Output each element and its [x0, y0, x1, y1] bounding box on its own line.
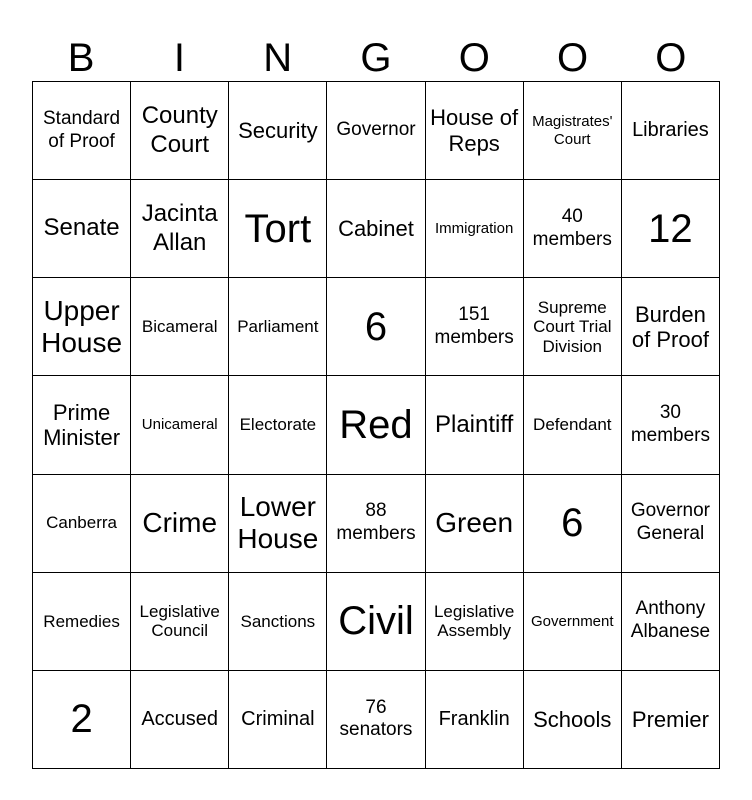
cell-text: Red	[339, 402, 413, 447]
cell-text: Crime	[142, 507, 218, 539]
bingo-cell[interactable]	[622, 671, 720, 769]
cell-text: Parliament	[237, 317, 319, 337]
bingo-cell[interactable]	[622, 376, 720, 474]
bingo-cell[interactable]	[327, 82, 425, 180]
cell-text: Governor General	[630, 500, 711, 545]
bingo-cell[interactable]	[426, 82, 524, 180]
cell-text: Burden of Proof	[631, 301, 709, 352]
cell-text: Legislative Assembly	[433, 601, 515, 641]
bingo-cell[interactable]	[229, 278, 327, 376]
cell-text: Schools	[533, 706, 612, 732]
bingo-cell[interactable]	[622, 278, 720, 376]
header-letter-o-3: O	[655, 36, 687, 80]
bingo-cell[interactable]	[524, 278, 622, 376]
bingo-board	[32, 81, 720, 769]
header-letter-o-2: O	[557, 36, 589, 80]
cell-text: Upper House	[41, 294, 123, 358]
bingo-cell[interactable]	[524, 573, 622, 671]
cell-text: Civil	[338, 599, 414, 644]
cell-text: Senate	[43, 214, 120, 242]
bingo-cell[interactable]	[426, 376, 524, 474]
bingo-cell[interactable]	[524, 671, 622, 769]
bingo-cell[interactable]	[426, 180, 524, 278]
bingo-cell[interactable]	[131, 475, 229, 573]
bingo-cell[interactable]	[426, 573, 524, 671]
cell-text: Immigration	[434, 220, 514, 238]
bingo-cell[interactable]	[229, 475, 327, 573]
bingo-cell[interactable]	[131, 82, 229, 180]
cell-text: Plaintiff	[434, 410, 514, 438]
cell-text: Green	[435, 507, 514, 539]
cell-text: 6	[561, 501, 584, 546]
bingo-cell[interactable]	[327, 278, 425, 376]
bingo-cell[interactable]	[622, 573, 720, 671]
bingo-cell[interactable]	[524, 475, 622, 573]
cell-text: Lower House	[237, 490, 319, 555]
cell-text: Criminal	[241, 707, 315, 730]
bingo-cell[interactable]	[426, 475, 524, 573]
cell-text: 12	[648, 206, 693, 251]
bingo-cell[interactable]	[426, 671, 524, 769]
bingo-header	[32, 36, 720, 80]
bingo-cell[interactable]	[426, 278, 524, 376]
cell-text: Premier	[631, 706, 709, 732]
cell-text: Libraries	[632, 119, 709, 142]
cell-text: Tort	[244, 206, 312, 251]
bingo-cell[interactable]	[229, 82, 327, 180]
header-letter-i: I	[173, 36, 185, 80]
bingo-cell[interactable]	[33, 671, 131, 769]
cell-text: Accused	[141, 707, 219, 730]
bingo-cell[interactable]	[229, 180, 327, 278]
bingo-cell[interactable]	[131, 671, 229, 769]
header-letter-o: O	[458, 36, 490, 80]
cell-text: 30 members	[630, 402, 711, 446]
cell-text: Security	[238, 117, 318, 143]
bingo-cell[interactable]	[33, 376, 131, 474]
bingo-cell[interactable]	[33, 278, 131, 376]
cell-text: Jacinta Allan	[141, 199, 218, 256]
cell-text: Unicameral	[141, 416, 218, 434]
bingo-cell[interactable]	[327, 573, 425, 671]
cell-text: Government	[531, 612, 614, 630]
cell-text: 76 senators	[339, 696, 413, 741]
cell-text: Legislative Council	[139, 601, 220, 641]
bingo-cell[interactable]	[524, 82, 622, 180]
bingo-cell[interactable]	[131, 573, 229, 671]
bingo-cell[interactable]	[131, 278, 229, 376]
bingo-cell[interactable]	[622, 475, 720, 573]
header-letter-b: B	[67, 36, 95, 80]
bingo-cell[interactable]	[327, 671, 425, 769]
bingo-cell[interactable]	[33, 573, 131, 671]
bingo-cell[interactable]	[33, 82, 131, 180]
cell-text: 88 members	[336, 500, 416, 545]
cell-text: House of Reps	[430, 105, 519, 156]
cell-text: Governor	[336, 119, 416, 141]
cell-text: Sanctions	[240, 611, 316, 631]
header-letter-g: G	[360, 36, 392, 80]
cell-text: 151 members	[434, 304, 514, 348]
bingo-cell[interactable]	[229, 671, 327, 769]
bingo-cell[interactable]	[131, 376, 229, 474]
cell-text: 6	[364, 304, 388, 349]
cell-text: Magistrates' Court	[532, 113, 613, 148]
cell-text: Franklin	[438, 707, 510, 730]
bingo-cell[interactable]	[524, 180, 622, 278]
cell-text: Electorate	[239, 415, 317, 435]
bingo-cell[interactable]	[327, 376, 425, 474]
cell-text: Defendant	[533, 415, 612, 435]
cell-text: Standard of Proof	[43, 107, 121, 152]
bingo-cell[interactable]	[131, 180, 229, 278]
bingo-cell[interactable]	[622, 82, 720, 180]
cell-text: Bicameral	[141, 317, 218, 337]
bingo-cell[interactable]	[33, 180, 131, 278]
bingo-cell[interactable]	[327, 475, 425, 573]
cell-text: Canberra	[46, 513, 117, 533]
bingo-cell[interactable]	[622, 180, 720, 278]
cell-text: Remedies	[43, 611, 120, 631]
bingo-cell[interactable]	[33, 475, 131, 573]
cell-text: Supreme Court Trial Division	[533, 297, 612, 356]
bingo-cell[interactable]	[229, 573, 327, 671]
bingo-cell[interactable]	[524, 376, 622, 474]
cell-text: Cabinet	[338, 216, 414, 242]
cell-text: 2	[70, 697, 93, 742]
bingo-cell[interactable]	[327, 180, 425, 278]
header-letter-n: N	[263, 36, 293, 80]
cell-text: 40 members	[532, 205, 612, 250]
cell-text: County Court	[141, 101, 218, 158]
cell-text: Prime Minister	[43, 399, 121, 450]
cell-text: Anthony Albanese	[630, 598, 711, 643]
bingo-cell[interactable]	[229, 376, 327, 474]
